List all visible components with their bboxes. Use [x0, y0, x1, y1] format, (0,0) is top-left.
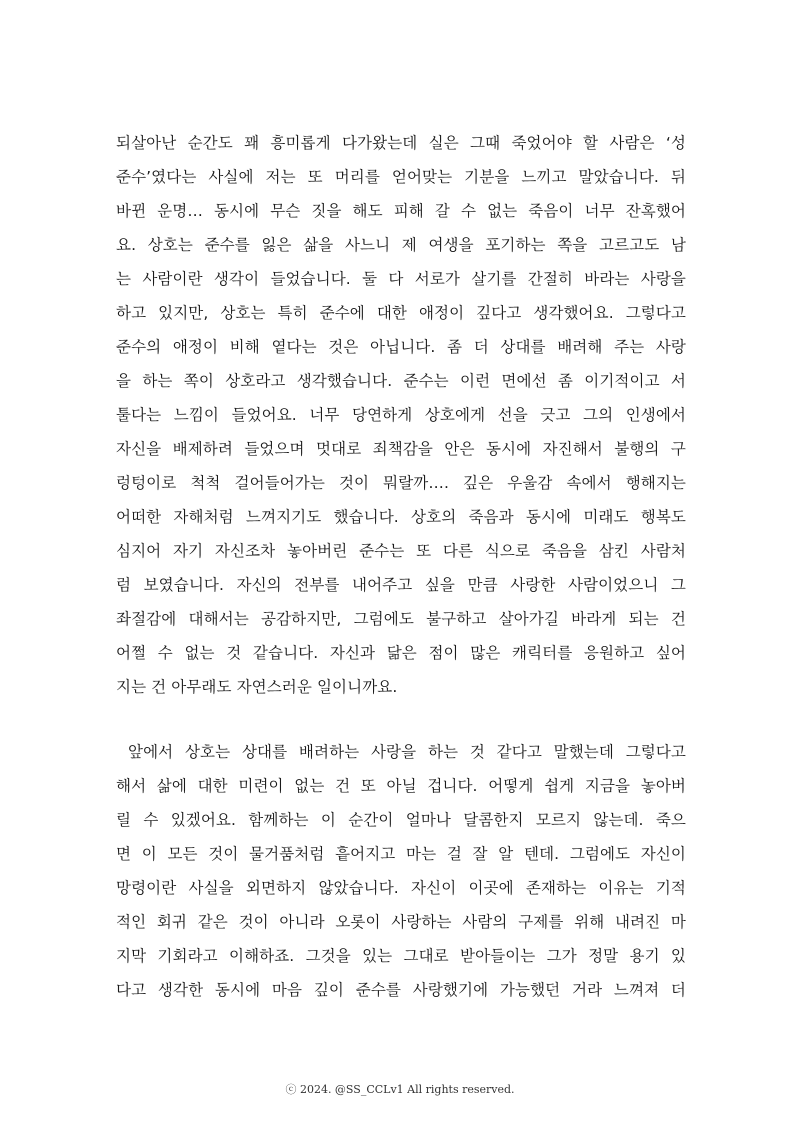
text-line: 심지어 자기 자신조차 놓아버린 준수는 또 다른 식으로 죽음을 삼킨 사람처 [116, 542, 686, 560]
text-line: 하고 있지만, 상호는 특히 준수에 대한 애정이 깊다고 생각했어요. 그렇다고 [116, 304, 686, 322]
text-line: 적인 회귀 같은 것이 아니라 오롯이 사랑하는 사람의 구제를 위해 내려진 마 [116, 913, 686, 931]
text-line: 되살아난 순간도 꽤 흥미롭게 다가왔는데 실은 그때 죽었어야 할 사람은 ‘성 [116, 134, 686, 152]
text-line: 는 사람이란 생각이 들었습니다. 둘 다 서로가 살기를 간절히 바라는 사랑을 [116, 270, 686, 288]
text-line: 망령이란 사실을 외면하지 않았습니다. 자신이 이곳에 존재하는 이유는 기적 [116, 879, 686, 897]
text-line: 바뀐 운명… 동시에 무슨 짓을 해도 피해 갈 수 없는 죽음이 너무 잔혹했어 [116, 202, 686, 220]
text-line: 툴다는 느낌이 들었어요. 너무 당연하게 상호에게 선을 긋고 그의 인생에서 [116, 406, 686, 424]
text-line: 을 하는 쪽이 상호라고 생각했습니다. 준수는 이런 면에선 좀 이기적이고 서 [116, 372, 686, 390]
text-line: 앞에서 상호는 상대를 배려하는 사랑을 하는 것 같다고 말했는데 그렇다고 [128, 743, 686, 761]
copyright-footer: ⓒ 2024. @SS_CCLv1 All rights reserved. [285, 1083, 515, 1096]
text-line: 자신을 배제하려 들었으며 멋대로 죄책감을 안은 동시에 자진해서 불행의 구 [116, 440, 686, 458]
text-line: 럼 보였습니다. 자신의 전부를 내어주고 싶을 만큼 사랑한 사람이었으니 그 [116, 576, 686, 594]
body-paragraph-2 [116, 735, 686, 1007]
text-line: 요. 상호는 준수를 잃은 삶을 사느니 제 여생을 포기하는 쪽을 고르고도 남 [116, 236, 686, 254]
body-paragraph-1 [116, 126, 686, 704]
text-line: 좌절감에 대해서는 공감하지만, 그럼에도 불구하고 살아가길 바라게 되는 건 [116, 610, 686, 628]
text-line: 준수의 애정이 비해 옅다는 것은 아닙니다. 좀 더 상대를 배려해 주는 사랑 [116, 338, 686, 356]
text-line: 다고 생각한 동시에 마음 깊이 준수를 사랑했기에 가능했던 거라 느껴져 더 [116, 981, 686, 999]
text-line: 어떠한 자해처럼 느껴지기도 했습니다. 상호의 죽음과 동시에 미래도 행복도 [116, 508, 686, 526]
text-line: 렁텅이로 척척 걸어들어가는 것이 뭐랄까…. 깊은 우울감 속에서 행해지는 [116, 474, 686, 492]
text-line: 릴 수 있겠어요. 함께하는 이 순간이 얼마나 달콤한지 모르지 않는데. 죽으 [116, 811, 686, 829]
text-line: 면 이 모든 것이 물거품처럼 흩어지고 마는 걸 잘 알 텐데. 그럼에도 자신이 [116, 845, 686, 863]
text-line-last: 지는 건 아무래도 자연스러운 일이니까요. [116, 678, 398, 696]
text-line: 준수’였다는 사실에 저는 또 머리를 얻어맞는 기분을 느끼고 말았습니다. 뒤 [116, 168, 686, 186]
text-line: 지막 기회라고 이해하죠. 그것을 있는 그대로 받아들이는 그가 정말 용기 있 [116, 947, 686, 965]
text-line: 해서 삶에 대한 미련이 없는 건 또 아닐 겁니다. 어떻게 쉽게 지금을 놓아버 [116, 777, 686, 795]
text-line: 어쩔 수 없는 것 같습니다. 자신과 닮은 점이 많은 캐릭터를 응원하고 싶어 [116, 644, 686, 662]
